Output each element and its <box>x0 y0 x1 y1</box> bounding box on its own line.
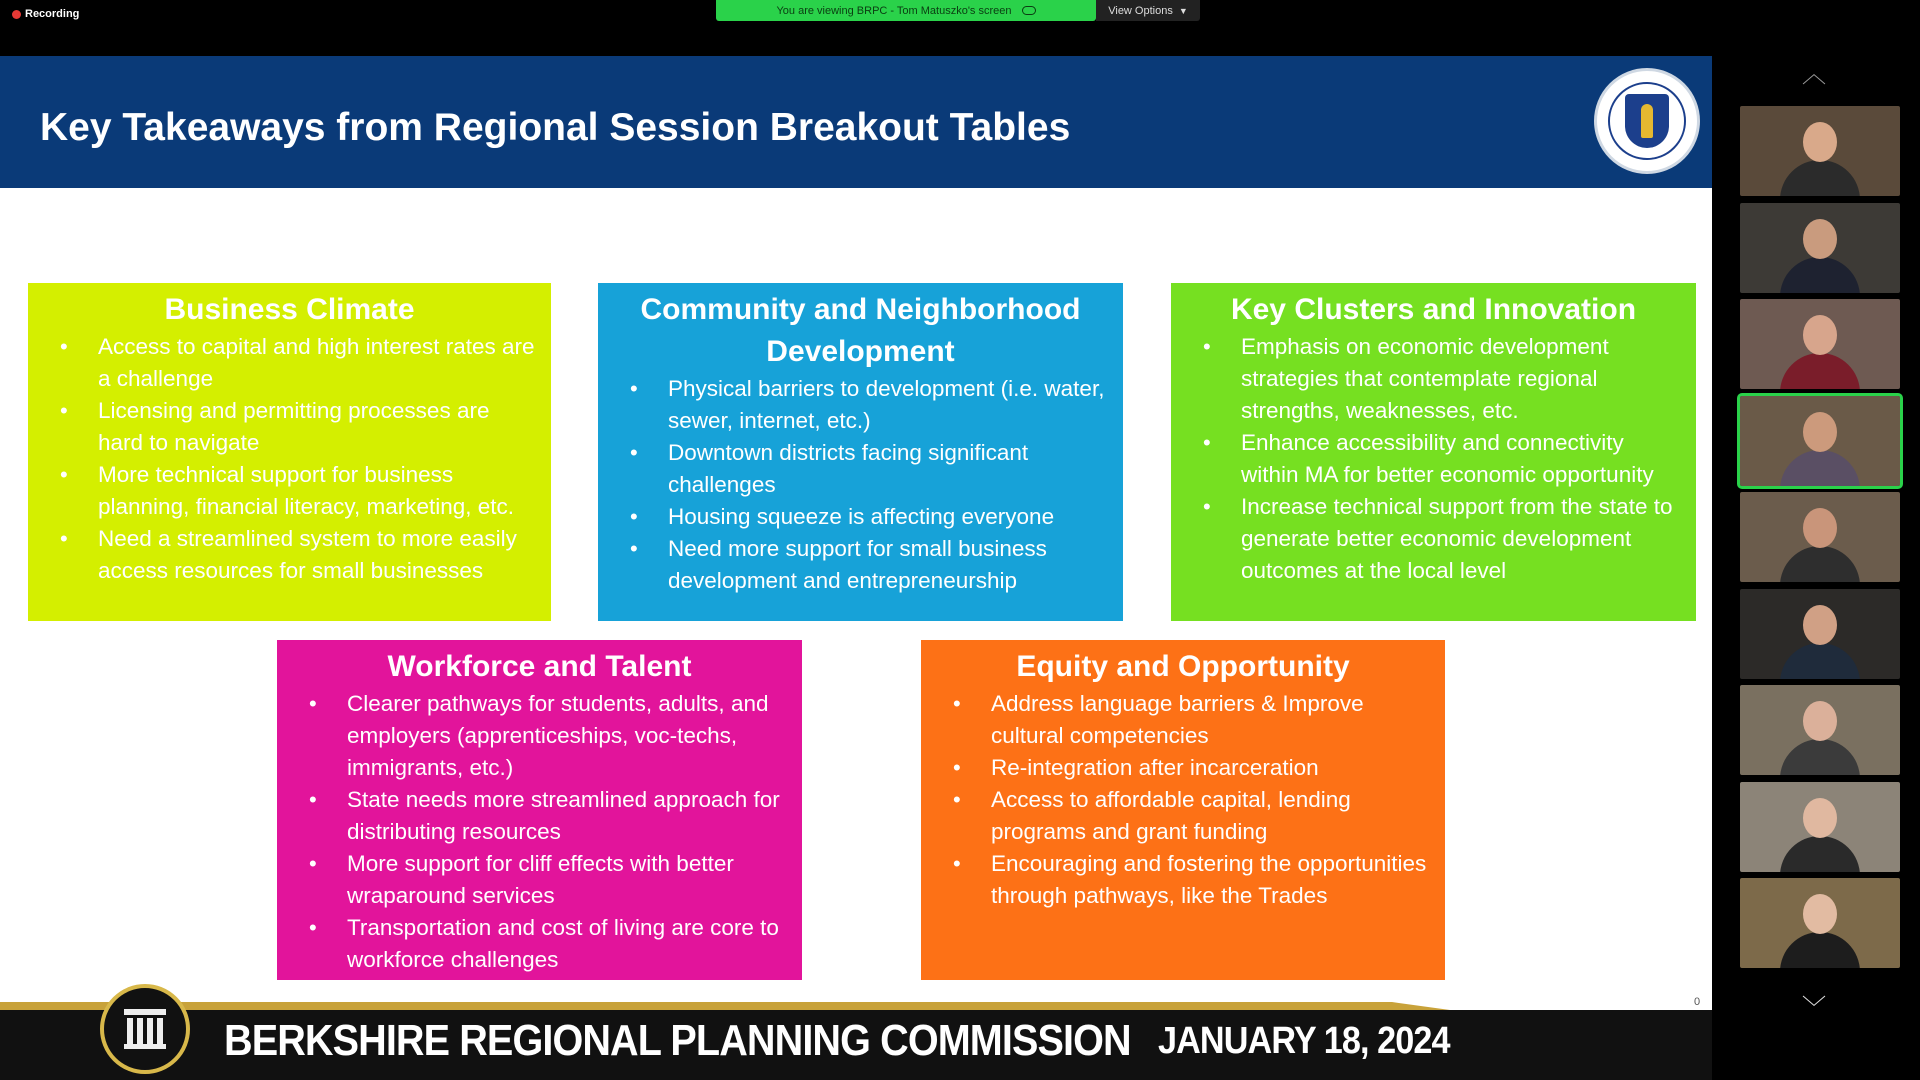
participant-silhouette <box>1780 643 1860 679</box>
participant-face <box>1803 605 1837 645</box>
lower-third-banner <box>0 1002 1712 1080</box>
share-banner-text: You are viewing BRPC - Tom Matuszko's screen <box>776 4 1012 17</box>
bullet-item: • Clearer pathways for students, adults, and employers (apprenticeships, voc-techs, immigrants, etc.) <box>307 688 788 784</box>
columns-emblem-logo <box>100 984 190 1074</box>
participant-face <box>1803 219 1837 259</box>
participant-video-tile[interactable] <box>1740 878 1900 968</box>
meeting-date: JANUARY 18, 2024 <box>1158 1020 1450 1062</box>
participant-face <box>1803 701 1837 741</box>
bullet-item: • More technical support for business planning, financial literacy, marketing, etc. <box>58 459 537 523</box>
slide-title: Key Takeaways from Regional Session Breakout Tables <box>40 106 1071 149</box>
participant-face <box>1803 894 1837 934</box>
seal-shield-icon <box>1625 94 1669 148</box>
bullet-item: • Re-integration after incarceration <box>951 752 1431 784</box>
bullet-item: • State needs more streamlined approach for distributing resources <box>307 784 788 848</box>
participant-silhouette <box>1780 257 1860 293</box>
participant-silhouette <box>1780 546 1860 582</box>
participant-silhouette <box>1780 450 1860 486</box>
bullet-item: • Access to affordable capital, lending programs and grant funding <box>951 784 1431 848</box>
gold-accent-line <box>0 1002 1450 1010</box>
box-title: Equity and Opportunity <box>1016 650 1350 683</box>
participant-video-tile[interactable] <box>1740 685 1900 775</box>
top-bar <box>0 0 1920 26</box>
columns-icon <box>124 1009 166 1049</box>
record-dot-icon <box>12 10 21 19</box>
participant-video-tile[interactable] <box>1740 106 1900 196</box>
bullet-item: • Address language barriers & Improve cultural competencies <box>951 688 1431 752</box>
view-options-label: View Options <box>1108 4 1173 17</box>
box-title: Business Climate <box>164 293 415 326</box>
bullet-list <box>598 373 1123 597</box>
bullet-list <box>1171 331 1696 587</box>
chevron-down-icon: ▼ <box>1178 5 1188 16</box>
bullet-list <box>277 688 802 976</box>
participant-video-tile[interactable] <box>1740 299 1900 389</box>
bullet-item: • More support for cliff effects with better wraparound services <box>307 848 788 912</box>
slide-page-number: 0 <box>1694 996 1701 1008</box>
participant-face <box>1803 508 1837 548</box>
bullet-item: • Emphasis on economic development strategies that contemplate regional strengths, weaknesses, etc. <box>1201 331 1682 427</box>
shared-slide <box>0 56 1712 1020</box>
bullet-item: • Housing squeeze is affecting everyone <box>628 501 1109 533</box>
box-community-development <box>598 283 1123 621</box>
recording-label: Recording <box>25 8 80 20</box>
box-key-clusters <box>1171 283 1696 621</box>
participant-face <box>1803 315 1837 355</box>
bullet-list <box>921 688 1445 912</box>
bullet-item: • Need more support for small business development and entrepreneurship <box>628 533 1109 597</box>
recording-indicator <box>12 8 79 20</box>
chevron-up-icon[interactable]: ︿ <box>1802 61 1826 88</box>
participant-video-tile[interactable] <box>1740 589 1900 679</box>
seal-ring <box>1608 82 1686 160</box>
bullet-item: • Licensing and permitting processes are hard to navigate <box>58 395 537 459</box>
participant-silhouette <box>1780 160 1860 196</box>
box-title: Workforce and Talent <box>387 650 692 683</box>
bullet-item: • Access to capital and high interest rates are a challenge <box>58 331 537 395</box>
seal-figure <box>1641 104 1653 138</box>
bullet-item: • Increase technical support from the state to generate better economic development outcomes at the local level <box>1201 491 1682 587</box>
state-seal-logo <box>1594 68 1700 174</box>
slide-header <box>0 56 1712 188</box>
participant-silhouette <box>1780 353 1860 389</box>
bullet-item: • Enhance accessibility and connectivity within MA for better economic opportunity <box>1201 427 1682 491</box>
view-options-button[interactable] <box>1096 0 1200 21</box>
chevron-down-icon[interactable]: ﹀ <box>1802 995 1826 1022</box>
box-title: Community and Neighborhood Development <box>640 293 1081 368</box>
box-equity-opportunity <box>921 640 1445 980</box>
participant-video-tile[interactable] <box>1740 782 1900 872</box>
organization-name: BERKSHIRE REGIONAL PLANNING COMMISSION <box>224 1016 1131 1065</box>
bullet-item: • Physical barriers to development (i.e. water, sewer, internet, etc.) <box>628 373 1109 437</box>
bullet-item: • Downtown districts facing significant challenges <box>628 437 1109 501</box>
bullet-item: • Encouraging and fostering the opportunities through pathways, like the Trades <box>951 848 1431 912</box>
participant-gallery <box>1712 26 1920 1080</box>
screen-share-banner <box>716 0 1096 21</box>
participant-video-tile[interactable] <box>1740 203 1900 293</box>
box-business-climate <box>28 283 551 621</box>
box-title: Key Clusters and Innovation <box>1230 293 1637 326</box>
participant-face <box>1803 798 1837 838</box>
participant-silhouette <box>1780 932 1860 968</box>
participant-silhouette <box>1780 739 1860 775</box>
bullet-item: • Need a streamlined system to more easily access resources for small businesses <box>58 523 537 587</box>
participant-face <box>1803 412 1837 452</box>
box-workforce-talent <box>277 640 802 980</box>
participant-face <box>1803 122 1837 162</box>
cloud-icon[interactable] <box>1022 6 1036 15</box>
bullet-list <box>28 331 551 587</box>
bullet-item: • Transportation and cost of living are core to workforce challenges <box>307 912 788 976</box>
participant-video-tile[interactable] <box>1740 396 1900 486</box>
participant-silhouette <box>1780 836 1860 872</box>
participant-video-tile[interactable] <box>1740 492 1900 582</box>
